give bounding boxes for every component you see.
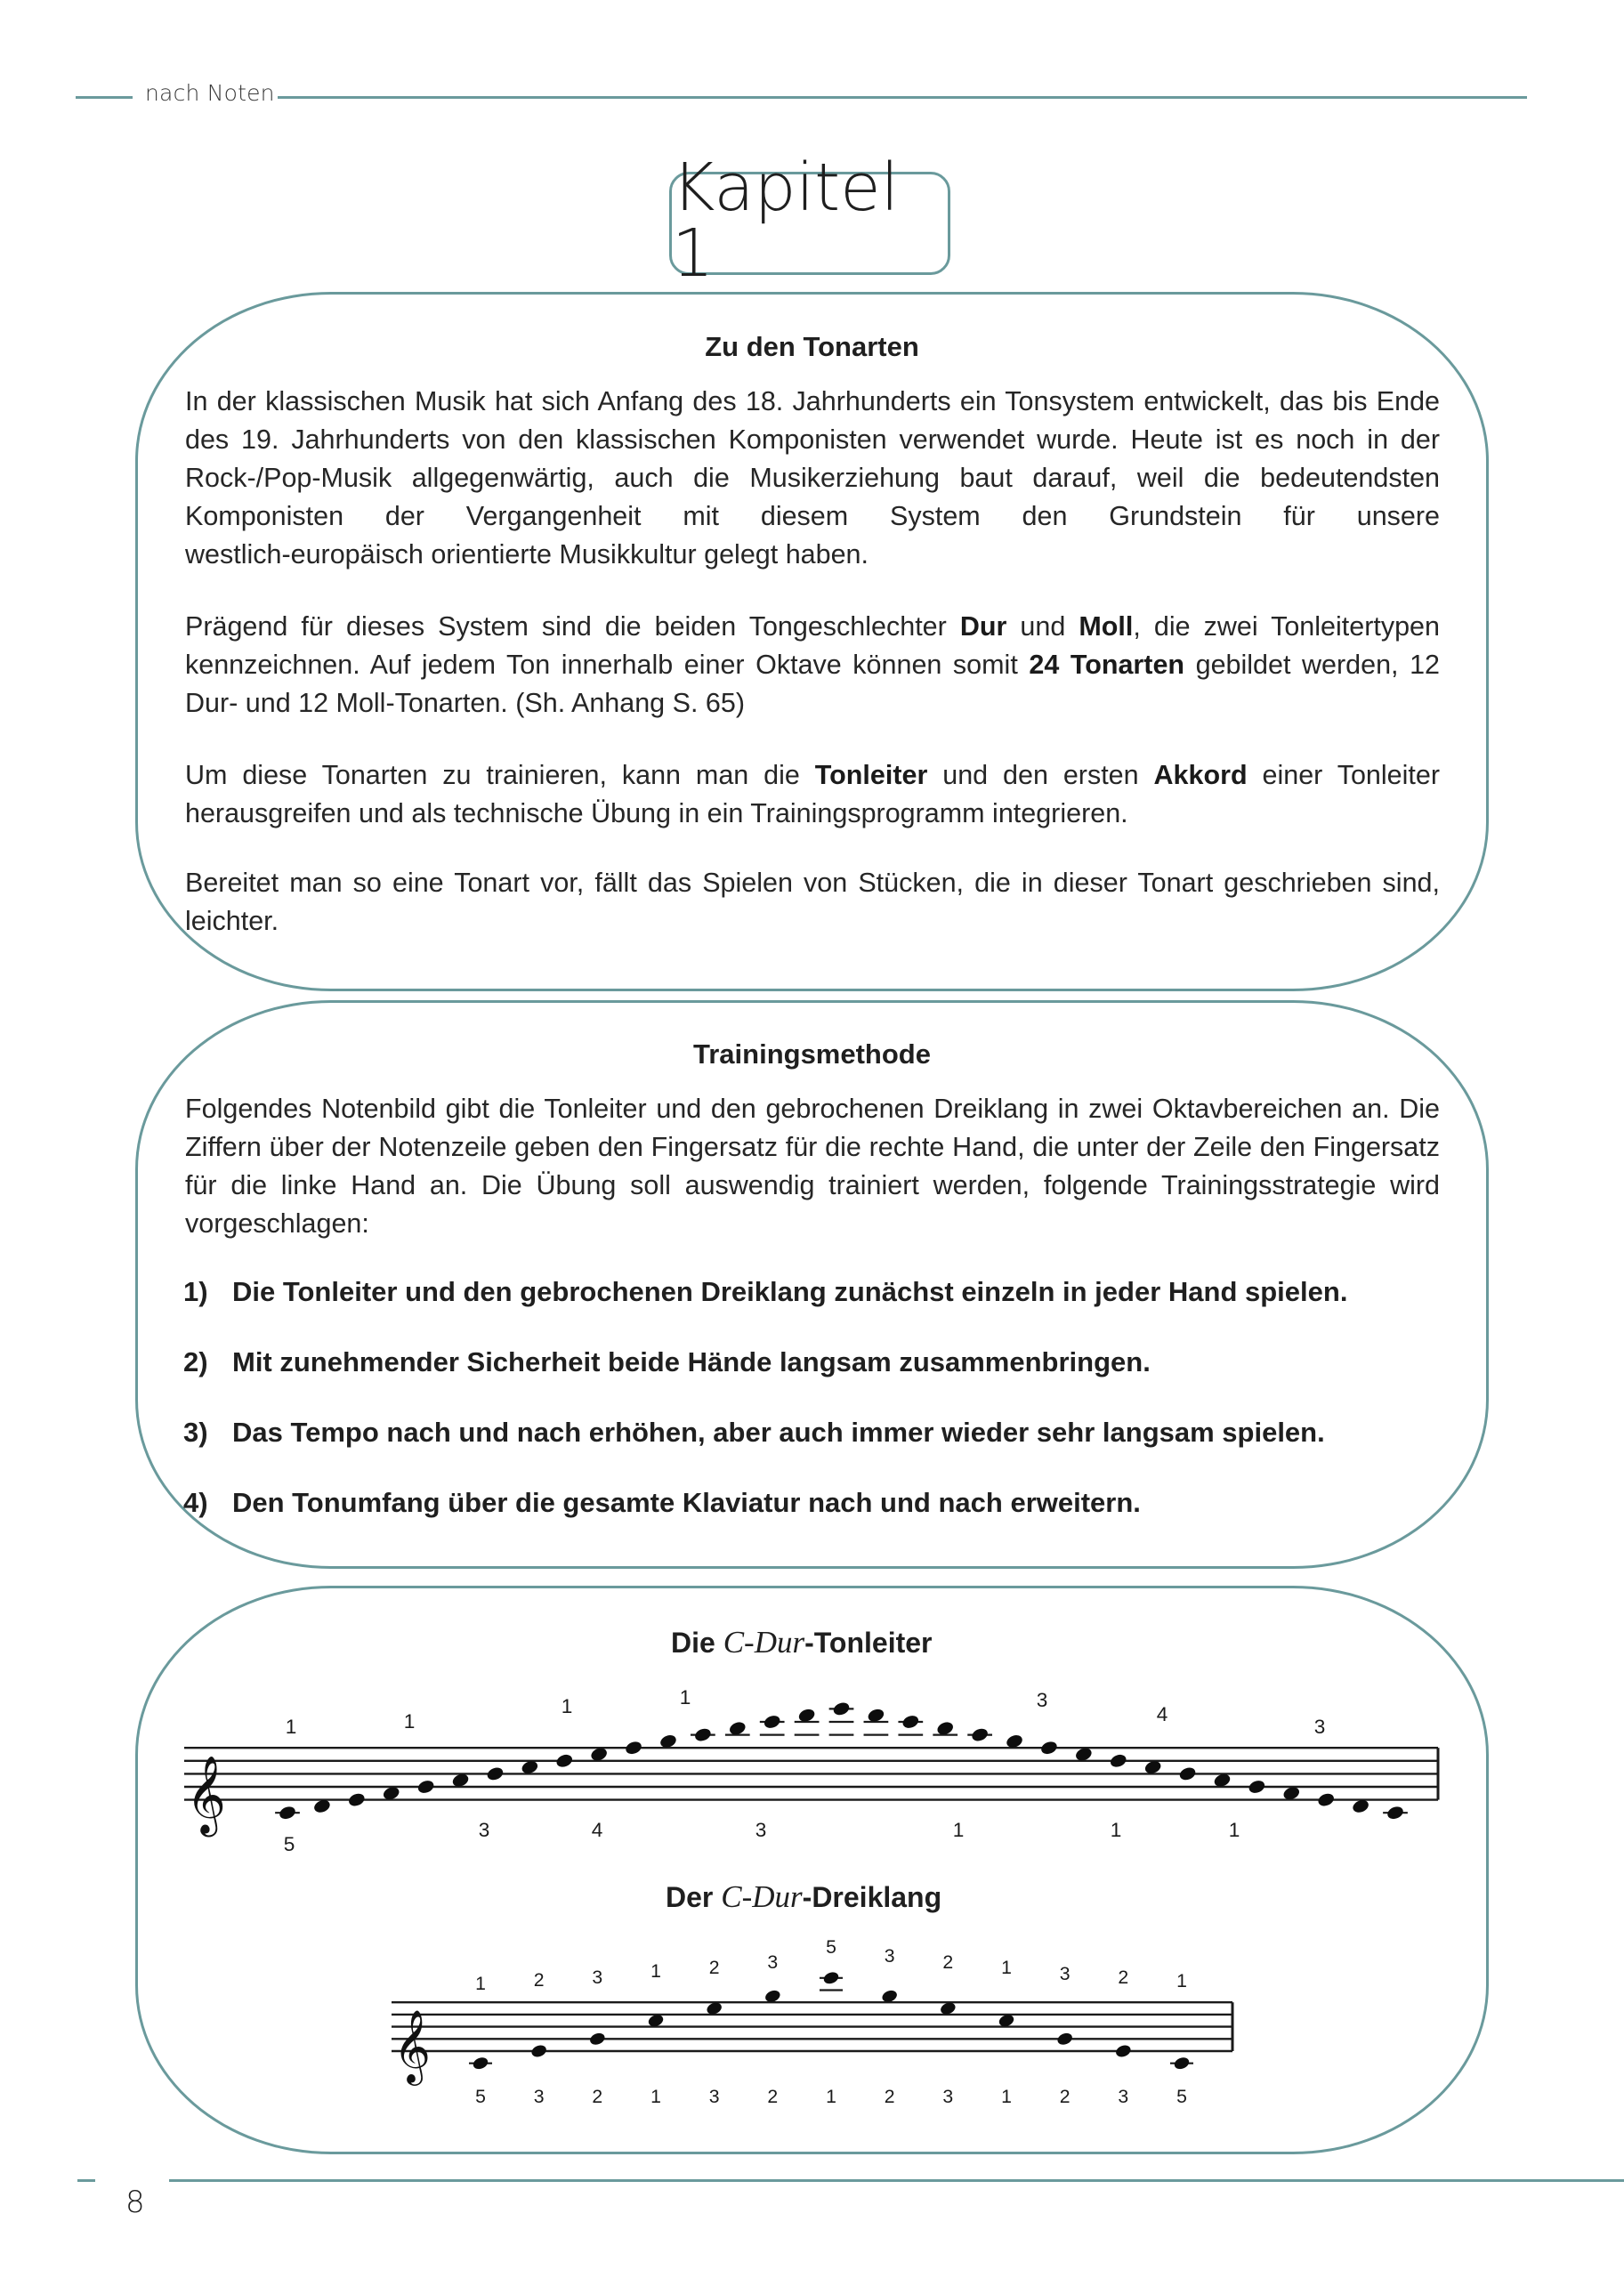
fingering-right-hand: 1 [475,1974,486,1994]
note-E4 [1316,1791,1336,1808]
note-C4 [472,2056,489,2072]
section-heading-tonarten: Zu den Tonarten [705,331,919,362]
note-C6 [901,1714,921,1731]
note-G4 [416,1779,436,1796]
note-D5 [1109,1752,1128,1769]
fingering-right-hand: 2 [1118,1967,1129,1988]
note-E6 [832,1700,852,1717]
fingering-left-hand: 2 [592,2087,603,2107]
section-heading-training: Trainingsmethode [693,1038,931,1070]
chapter-title-box [669,149,950,292]
fingering-left-hand: 2 [884,2087,895,2107]
fingering-right-hand: 2 [708,1958,720,1978]
strategy-step-2: 2) Mit zunehmender Sicherheit beide Hände langsam zusammenbringen. [183,1346,1151,1377]
fingering-left-hand: 1 [1228,1819,1240,1841]
fingering-left-hand: 1 [1001,2087,1012,2107]
fingering-right-hand: 1 [285,1716,297,1738]
paragraph-training-idea: Um diese Tonarten zu trainieren, kann man die Tonleiter und den ersten Akkord einer Tonleiter herausgreifen und als technische Übung in ein Trainingsprogramm integrieren. [185,760,1440,828]
fingering-left-hand: 3 [755,1819,767,1841]
header-rule-left [76,96,133,99]
note-C6 [763,1714,782,1731]
page-number: 8 [125,2185,145,2220]
treble-clef-icon: 𝄞 [393,2011,432,2082]
fingering-left-hand: 1 [952,1819,965,1841]
note-G4 [1248,1779,1267,1796]
note-F5 [624,1740,643,1757]
fingering-right-hand: 3 [1313,1716,1326,1738]
fingering-left-hand: 2 [767,2087,779,2107]
fingering-right-hand: 3 [1059,1964,1071,1984]
fingering-right-hand: 3 [592,1967,603,1988]
fingering-right-hand: 1 [1001,1958,1012,1978]
note-C6 [822,1970,840,1986]
scale-staff [0,1673,1624,1886]
footer-rule-left [77,2179,95,2182]
note-G4 [588,2032,606,2048]
note-C4 [1173,2056,1191,2072]
treble-clef-icon: 𝄞 [186,1757,226,1833]
triad-title: Der C-Dur-Dreiklang [666,1879,942,1914]
paragraph-tongeschlechter: Prägend für dieses System sind die beiden Tongeschlechter Dur und Moll, die zwei Tonleitertypen kennzeichnen. Auf jedem Ton innerhalb einer Oktave können somit 24 Tonarten gebildet werden, 12 Dur- und 12 Moll-Tonarten. (Sh. Anhang S. 65) [185,611,1441,718]
fingering-left-hand: 3 [708,2087,720,2107]
fingering-right-hand: 3 [767,1952,779,1973]
fingering-right-hand: 1 [650,1961,661,1982]
strategy-step-4: 4) Den Tonumfang über die gesamte Klaviatur nach und nach erweitern. [183,1487,1141,1518]
note-G4 [1056,2032,1074,2048]
note-A5 [693,1726,713,1743]
fingering-left-hand: 3 [533,2087,545,2107]
fingering-right-hand: 2 [942,1952,954,1973]
fingering-left-hand: 3 [942,2087,954,2107]
chapter-title: Kapitel 1 [672,149,900,292]
paragraph-training-intro: Folgendes Notenbild gibt die Tonleiter und den gebrochenen Dreiklang in zwei Oktavbereichen an. Die Ziffern über der Notenzeile geben den Fingersatz für die rechte Hand, die unter der Zeile den Fingersatz für die linke Hand an. Die Übung soll auswendig trainiert werden, folgende Trainingsstrategie wird vorgeschlagen: [185,1094,1440,1239]
fingering-left-hand: 5 [1176,2087,1187,2107]
scale-title: Die C-Dur-Tonleiter [671,1625,933,1660]
fingering-left-hand: 3 [478,1819,490,1841]
fingering-left-hand: 3 [1118,2087,1129,2107]
fingering-left-hand: 1 [1110,1819,1122,1841]
header-rule-right [278,96,1527,99]
running-title: nach Noten [145,80,275,106]
footer-rule-right [169,2179,1624,2182]
fingering-left-hand: 1 [826,2087,836,2107]
note-B4 [1178,1765,1198,1782]
note-E4 [1114,2043,1132,2059]
note-D5 [554,1752,574,1769]
paragraph-intro: In der klassischen Musik hat sich Anfang des 18. Jahrhunderts ein Tonsystem entwickelt, das bis Ende des 19. Jahrhunderts von den klassischen Komponisten verwendet wurde. Heute ist es noch in der Rock-/Pop-Musik allgegenwärtig, auch die Musikerziehung baut darauf, weil die bedeutendsten Komponisten der Vergangenheit mit diesem System den Grundstein für unsere westlich-europäisch orientierte Musikkultur gelegt haben. [185,386,1440,570]
fingering-right-hand: 1 [679,1686,691,1708]
fingering-left-hand: 5 [283,1833,295,1855]
fingering-left-hand: 1 [650,2087,661,2107]
fingering-right-hand: 1 [403,1710,416,1733]
fingering-right-hand: 2 [533,1970,545,1991]
strategy-step-3: 3) Das Tempo nach und nach erhöhen, aber auch immer wieder sehr langsam spielen. [183,1417,1325,1448]
fingering-right-hand: 1 [561,1695,573,1717]
note-C4 [278,1805,297,1822]
triad-staff [0,1922,1624,2118]
fingering-left-hand: 5 [475,2087,486,2107]
note-A5 [970,1726,990,1743]
fingering-left-hand: 4 [591,1819,603,1841]
fingering-right-hand: 4 [1156,1703,1168,1725]
fingering-right-hand: 3 [884,1946,895,1967]
note-E4 [347,1791,367,1808]
fingering-right-hand: 1 [1176,1971,1187,1991]
fingering-left-hand: 2 [1059,2087,1071,2107]
fingering-right-hand: 5 [826,1937,836,1958]
strategy-step-1: 1) Die Tonleiter und den gebrochenen Dreiklang zunächst einzeln in jeder Hand spielen. [183,1276,1348,1307]
fingering-right-hand: 3 [1036,1689,1048,1711]
note-E4 [530,2043,548,2059]
paragraph-preparation: Bereitet man so eine Tonart vor, fällt das Spielen von Stücken, die in dieser Tonart geschrieben sind, leichter. [185,868,1440,936]
note-F5 [1039,1740,1059,1757]
note-C4 [1386,1805,1405,1822]
note-B4 [486,1765,505,1782]
